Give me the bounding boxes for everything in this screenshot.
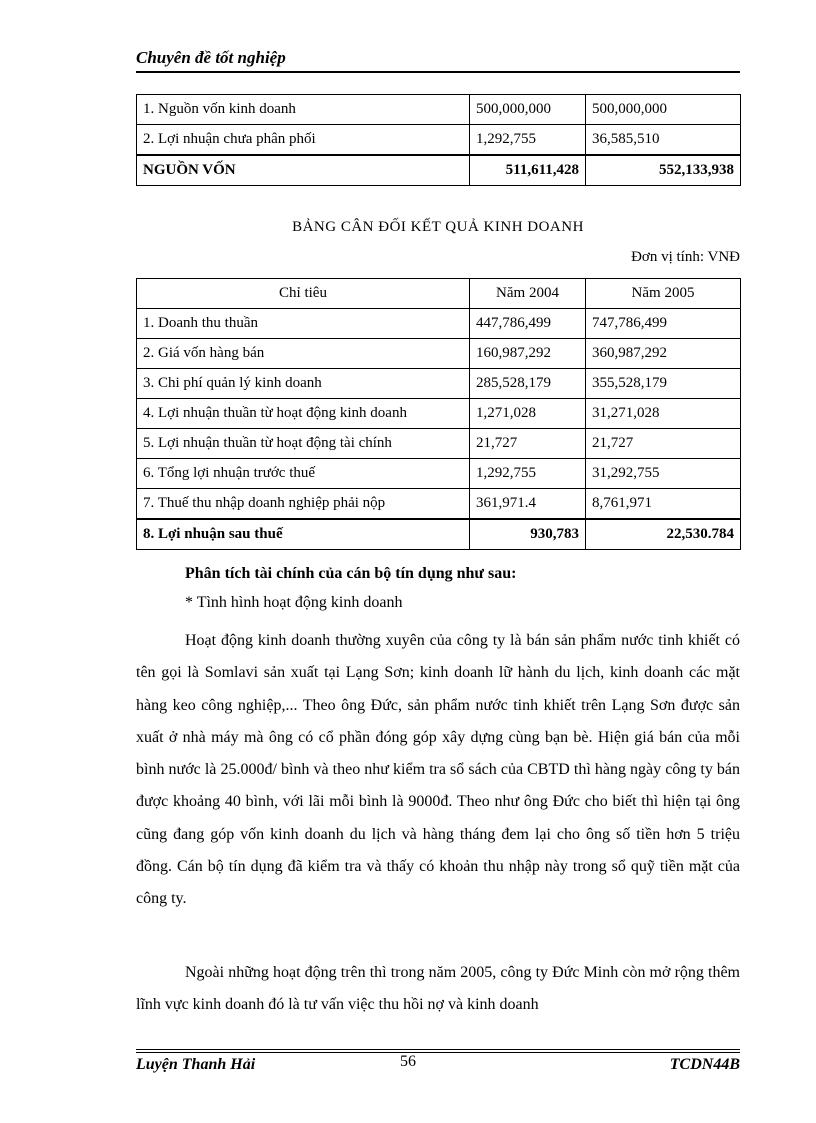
page-number: 56 — [400, 1053, 416, 1070]
income-report-title: BẢNG CÂN ĐỐI KẾT QUẢ KINH DOANH — [292, 219, 584, 235]
value-2005: 8,761,971 — [586, 489, 741, 520]
header-year-2004: Năm 2004 — [470, 279, 586, 309]
row-label: 2. Lợi nhuận chưa phân phối — [137, 125, 470, 156]
value-2005: 355,528,179 — [586, 369, 741, 399]
value-2004: 361,971.4 — [470, 489, 586, 520]
value-2004: 1,271,028 — [470, 399, 586, 429]
income-statement-table — [136, 278, 741, 550]
value-2005: 21,727 — [586, 429, 741, 459]
total-label: 8. Lợi nhuận sau thuế — [137, 519, 470, 550]
total-2004: 511,611,428 — [470, 155, 586, 186]
value-2004: 285,528,179 — [470, 369, 586, 399]
table-row — [137, 125, 741, 156]
table-row — [137, 429, 741, 459]
row-label: 3. Chi phí quản lý kinh doanh — [137, 369, 470, 399]
balance-sheet-table — [136, 94, 741, 186]
value-2004: 500,000,000 — [470, 95, 586, 125]
header-divider — [136, 71, 740, 73]
total-row — [137, 155, 741, 186]
total-2004: 930,783 — [470, 519, 586, 550]
total-label: NGUỒN VỐN — [137, 155, 470, 186]
row-label: 1. Doanh thu thuần — [137, 309, 470, 339]
table-header-row — [137, 279, 741, 309]
value-2005: 360,987,292 — [586, 339, 741, 369]
value-2004: 447,786,499 — [470, 309, 586, 339]
value-2005: 500,000,000 — [586, 95, 741, 125]
total-2005: 552,133,938 — [586, 155, 741, 186]
total-2005: 22,530.784 — [586, 519, 741, 550]
table-row — [137, 459, 741, 489]
body-paragraph: Hoạt động kinh doanh thường xuyên của công ty là bán sản phẩm nước tinh khiết có tên gọi là Somlavi sản xuất tại Lạng Sơn; kinh doanh lữ hành du lịch, kinh doanh các mặt hàng keo công nghiệp,... Theo ông Đức, sản phẩm nước tinh khiết trên Lạng Sơn được sản xuất ở nhà máy mà ông có cổ phần đóng góp xây dựng cùng bạn bè. Hiện giá bán của mỗi bình nước là 25.000đ/ bình và theo như kiểm tra sổ sách của CBTD thì hàng ngày công ty bán được khoảng 40 bình, với lãi mỗi bình là 9000đ. Theo như ông Đức cho biết thì hiện tại ông cũng đang góp vốn kinh doanh du lịch và hàng tháng đem lại cho ông số tiền hơn 5 triệu đồng. Cán bộ tín dụng đã kiểm tra và thấy có khoản thu nhập này trong sổ quỹ tiền mặt của công ty. — [136, 632, 740, 908]
header-year-2005: Năm 2005 — [586, 279, 741, 309]
table-row — [137, 309, 741, 339]
analysis-heading: Phân tích tài chính của cán bộ tín dụng như sau: — [185, 565, 517, 582]
page-header-title: Chuyên đề tốt nghiệp — [136, 48, 286, 67]
total-row — [137, 519, 741, 550]
value-2004: 1,292,755 — [470, 125, 586, 156]
value-2005: 31,292,755 — [586, 459, 741, 489]
value-2005: 31,271,028 — [586, 399, 741, 429]
footer-author: Luyện Thanh Hải — [136, 1056, 256, 1073]
value-2005: 747,786,499 — [586, 309, 741, 339]
row-label: 5. Lợi nhuận thuần từ hoạt động tài chính — [137, 429, 470, 459]
footer-divider — [136, 1049, 740, 1050]
body-paragraph: Ngoài những hoạt động trên thì trong năm 2005, công ty Đức Minh còn mở rộng thêm lĩnh vực kinh doanh đó là tư vấn việc thu hồi nợ và kinh doanh — [136, 964, 740, 1014]
analysis-subheading: * Tình hình hoạt động kinh doanh — [185, 594, 403, 611]
table-row — [137, 369, 741, 399]
row-label: 6. Tổng lợi nhuận trước thuế — [137, 459, 470, 489]
row-label: 2. Giá vốn hàng bán — [137, 339, 470, 369]
table-row — [137, 489, 741, 520]
table-row — [137, 339, 741, 369]
value-2005: 36,585,510 — [586, 125, 741, 156]
header-indicator: Chỉ tiêu — [137, 279, 470, 309]
footer-class-code: TCDN44B — [669, 1056, 740, 1073]
value-2004: 21,727 — [470, 429, 586, 459]
row-label: 4. Lợi nhuận thuần từ hoạt động kinh doanh — [137, 399, 470, 429]
row-label: 7. Thuế thu nhập doanh nghiệp phải nộp — [137, 489, 470, 520]
row-label: 1. Nguồn vốn kinh doanh — [137, 95, 470, 125]
value-2004: 1,292,755 — [470, 459, 586, 489]
table-row — [137, 399, 741, 429]
table-row — [137, 95, 741, 125]
currency-unit-note: Đơn vị tính: VNĐ — [631, 249, 740, 265]
value-2004: 160,987,292 — [470, 339, 586, 369]
